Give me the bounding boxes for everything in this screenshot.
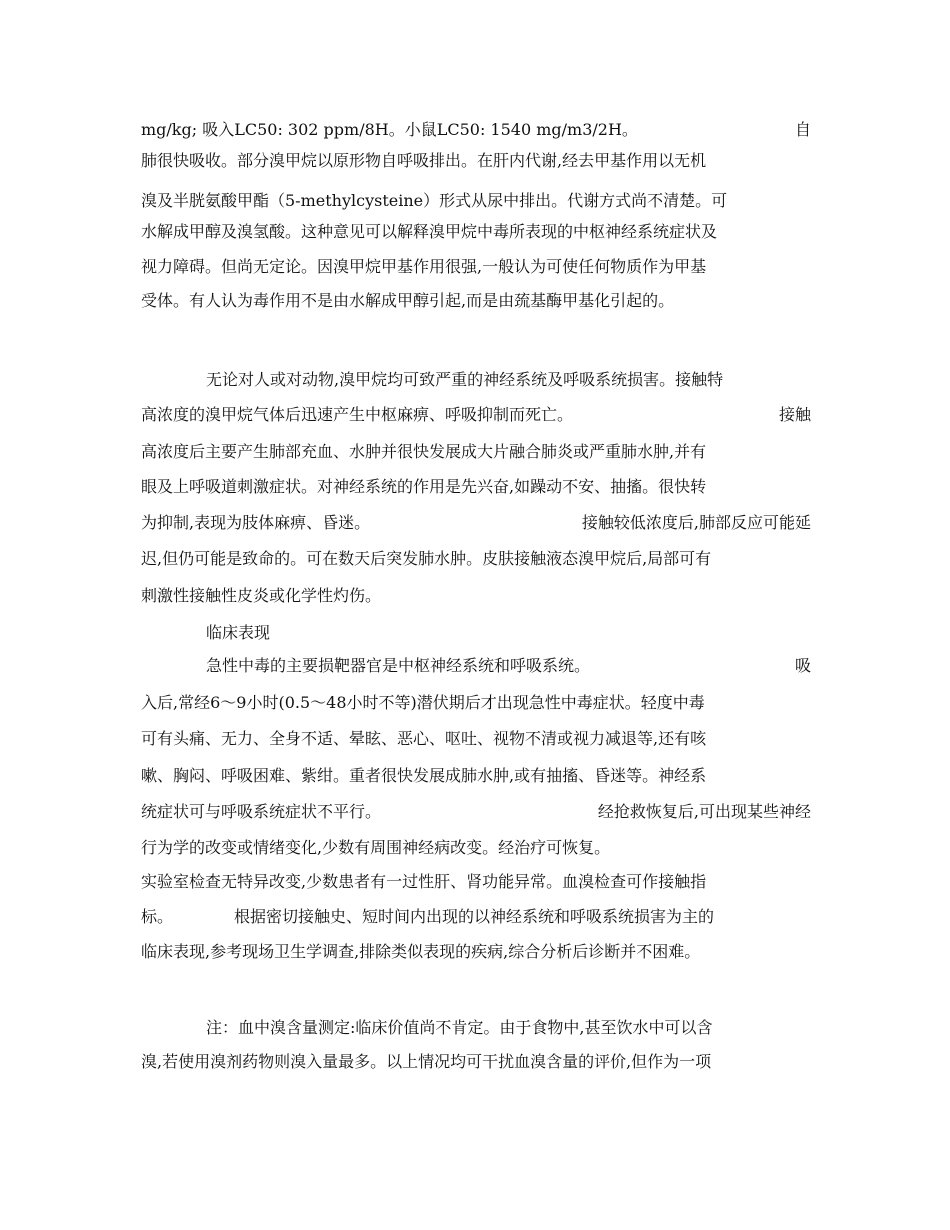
text-segment: 接触 <box>778 405 811 424</box>
text-line: 入后,常经6～9小时(0.5～48小时不等)潜伏期后才出现急性中毒症状。轻度中毒 <box>141 693 705 712</box>
text-line: 溴及半胱氨酸甲酯（5-methylcysteine）形式从尿中排出。代谢方式尚不清楚。可 <box>141 191 728 210</box>
text-segment: 吸 <box>794 656 811 675</box>
text-line: 无论对人或对动物,溴甲烷均可致严重的神经系统及呼吸系统损害。接触特 <box>206 370 724 389</box>
text-segment: 接触较低浓度后,肺部反应可能延 <box>581 513 811 532</box>
text-line: 行为学的改变或情绪变化,少数有周围神经病改变。经治疗可恢复。 <box>141 838 611 857</box>
text-line: 实验室检查无特异改变,少数患者有一过性肝、肾功能异常。血溴检查可作接触指 <box>141 872 707 891</box>
text-line: 肺很快吸收。部分溴甲烷以原形物自呼吸排出。在肝内代谢,经去甲基作用以无机 <box>141 151 707 170</box>
text-segment: 自 <box>794 120 811 139</box>
text-line: 临床表现,参考现场卫生学调查,排除类似表现的疾病,综合分析后诊断并不困难。 <box>141 942 701 961</box>
text-line <box>141 400 811 430</box>
text-line: 受体。有人认为毒作用不是由水解成甲醇引起,而是由巯基酶甲基化引起的。 <box>141 291 675 310</box>
text-line: 高浓度后主要产生肺部充血、水肿并很快发展成大片融合肺炎或严重肺水肿,并有 <box>141 442 707 461</box>
text-line: 可有头痛、无力、全身不适、晕眩、恶心、呕吐、视物不清或视力减退等,还有咳 <box>141 729 707 748</box>
text-line: 眼及上呼吸道刺激症状。对神经系统的作用是先兴奋,如躁动不安、抽搐。很快转 <box>141 477 707 496</box>
text-segment: 经抢救恢复后,可出现某些神经 <box>597 802 811 821</box>
text-segment: 为抑制,表现为肢体麻痹、昏迷。 <box>141 513 371 532</box>
text-line <box>141 902 811 932</box>
text-segment: 根据密切接触史、短时间内出现的以神经系统和呼吸系统损害为主的 <box>234 907 715 926</box>
text-segment: 标。 <box>141 907 174 926</box>
text-line: 注：血中溴含量测定:临床价值尚不肯定。由于食物中,甚至饮水中可以含 <box>206 1018 713 1037</box>
text-line <box>141 115 811 145</box>
text-segment: mg/kg; 吸入LC50: 302 ppm/8H。小鼠LC50: 1540 mg/m3/2H。 <box>141 120 638 139</box>
text-line <box>206 651 811 681</box>
text-line: 迟,但仍可能是致命的。可在数天后突发肺水肿。皮肤接触液态溴甲烷后,局部可有 <box>141 549 712 568</box>
text-line: 嗽、胸闷、呼吸困难、紫绀。重者很快发展成肺水肿,或有抽搐、昏迷等。神经系 <box>141 766 707 785</box>
text-line: 视力障碍。但尚无定论。因溴甲烷甲基作用很强,一般认为可使任何物质作为甲基 <box>141 257 707 276</box>
text-segment: 急性中毒的主要损靶器官是中枢神经系统和呼吸系统。 <box>206 656 591 675</box>
text-segment: 高浓度的溴甲烷气体后迅速产生中枢麻痹、呼吸抑制而死亡。 <box>141 405 574 424</box>
text-line: 刺激性接触性皮炎或化学性灼伤。 <box>141 586 382 605</box>
text-line: 溴,若使用溴剂药物则溴入量最多。以上情况均可干扰血溴含量的评价,但作为一项 <box>141 1052 712 1071</box>
text-line <box>141 508 811 538</box>
section-heading: 临床表现 <box>206 623 271 642</box>
text-segment: 统症状可与呼吸系统症状不平行。 <box>141 802 382 821</box>
text-line <box>141 797 811 827</box>
text-line: 水解成甲醇及溴氢酸。这种意见可以解释溴甲烷中毒所表现的中枢神经系统症状及 <box>141 222 718 241</box>
